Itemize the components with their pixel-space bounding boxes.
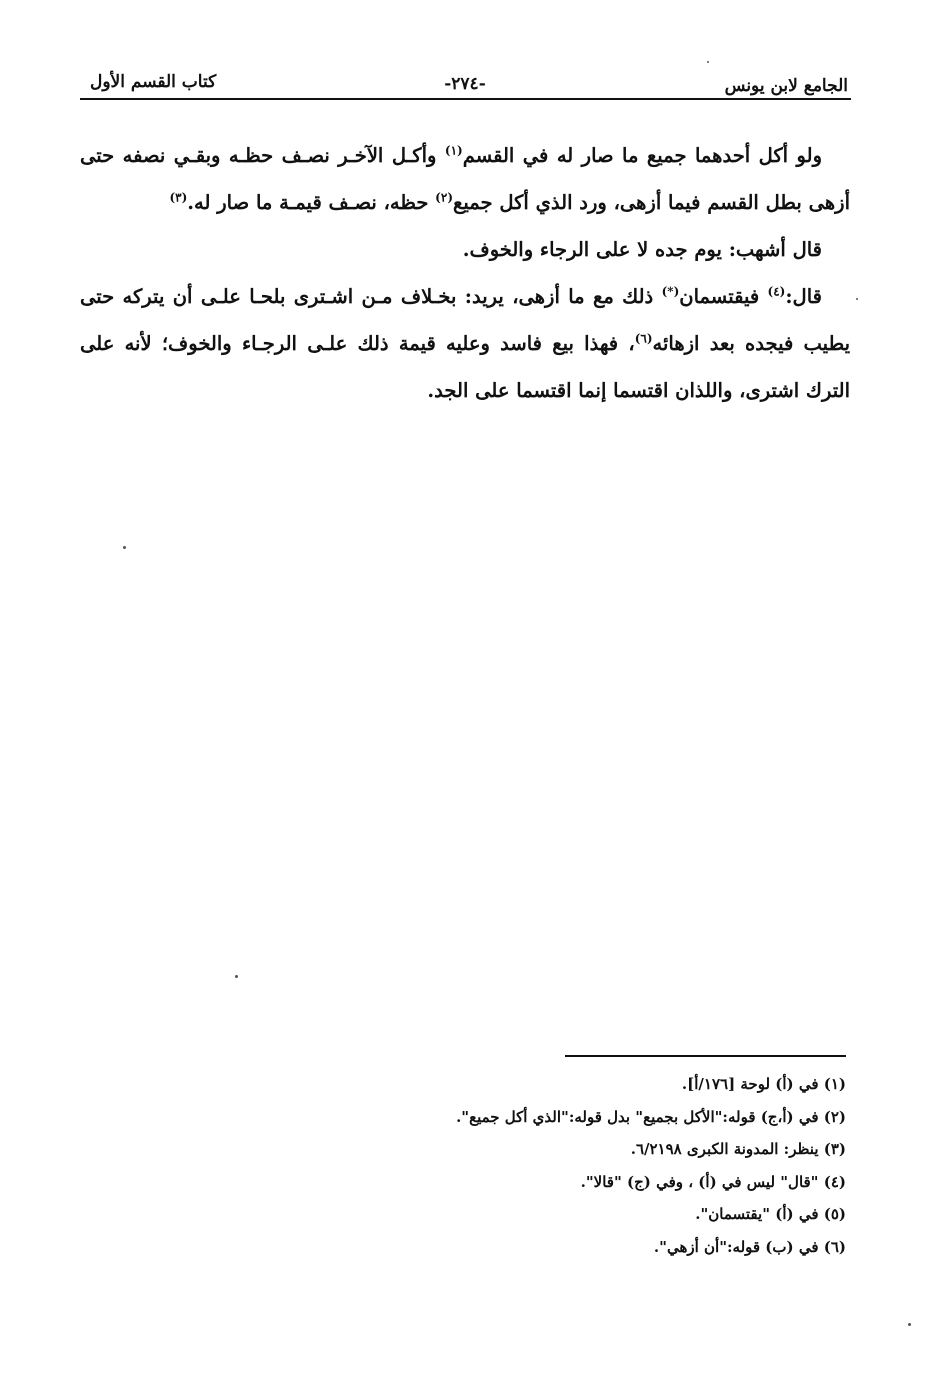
- paragraph-3-text-d: ، فهذا بيع فاسد وعليه قيمة ذلك علـى الرجـاء والخوف؛ لأنه على الترك اشترى، واللذان اقتسما إنما اقتسما على الجد.: [80, 332, 850, 402]
- footnote-2: (٢) في (أ،ج) قوله:"الأكل بجميع" بدل قوله:"الذي أكل جميع".: [456, 1107, 846, 1126]
- main-text: [80, 132, 850, 414]
- footnote-4: (٤) "قال" ليس في (أ) ، وفي (ج) "قالا".: [580, 1172, 846, 1191]
- scan-speck: [856, 298, 858, 300]
- header-rule: [80, 98, 851, 100]
- footnote-ref-2: (٢): [435, 190, 453, 205]
- paragraph-2: [80, 226, 850, 273]
- header-chapter-title: كتاب القسم الأول: [90, 72, 217, 92]
- scan-speck: [707, 61, 709, 63]
- paragraph-3-text-b: فيقتسمان: [679, 285, 768, 308]
- footnote-ref-3: (٣): [169, 190, 188, 205]
- footnote-3: (٣) ينظر: المدونة الكبرى ٦/٢١٩٨.: [630, 1140, 846, 1158]
- footnote-ref-5: (*): [661, 284, 680, 299]
- paragraph-2-text: قال أشهب: يوم جده لا على الرجاء والخوف.: [462, 238, 822, 261]
- footnotes: [300, 1068, 846, 1263]
- paragraph-1-text-c: حظه، نصـف قيمـة ما صار له.: [187, 191, 436, 214]
- scan-speck: [235, 975, 238, 978]
- scan-speck: [908, 1323, 911, 1326]
- scan-speck: [123, 546, 126, 549]
- paragraph-1-text-a: ولو أكل أحدهما جميع ما صار له في القسم: [462, 144, 822, 167]
- page-header: [80, 68, 850, 98]
- paragraph-3-text-c: ذلك مع ما أزهى، يريد: بخـلاف مـن اشـترى بلحـا علـى أن يتركه حتى يطيب فيجده بعد ازهائه: [80, 285, 850, 355]
- footnote-ref-1: (١): [444, 143, 463, 158]
- footnote-ref-6: (٦): [634, 331, 653, 346]
- paragraph-1: [80, 132, 850, 226]
- paragraph-1-text-b: وأكـل الآخـر نصـف حظـه وبقـي نصفه حتى أزهى بطل القسم فيما أزهى، ورد الذي أكل جميع: [80, 144, 850, 214]
- footnote-6: (٦) في (ب) قوله:"أن أزهي".: [653, 1237, 846, 1256]
- page-number: -٢٧٤-: [444, 74, 486, 94]
- paragraph-3-text-a: قال:: [785, 285, 822, 308]
- header-book-title: الجامع لابن يونس: [724, 76, 848, 96]
- footnote-ref-4: (٤): [767, 284, 786, 299]
- footnote-5: (٥) في (أ) "يقتسمان".: [695, 1205, 846, 1223]
- footnote-1: (١) في (أ) لوحة [١٧٦/أ].: [681, 1075, 846, 1093]
- footnote-separator: [565, 1055, 846, 1057]
- paragraph-3: [80, 273, 850, 414]
